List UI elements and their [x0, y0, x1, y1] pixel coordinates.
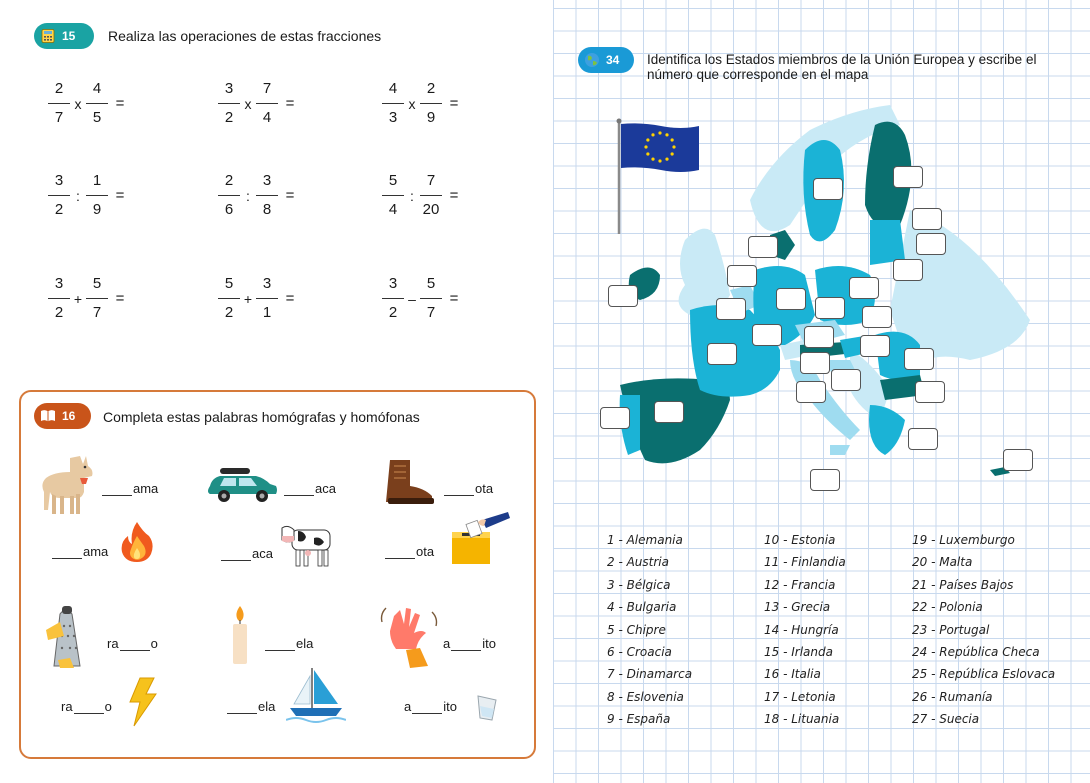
denominator: 4 [388, 201, 398, 218]
denominator: 2 [54, 304, 64, 321]
blank[interactable] [284, 484, 314, 496]
blank[interactable] [444, 484, 474, 496]
fraction-bar [256, 195, 278, 196]
fraction [382, 172, 404, 219]
operator: + [243, 290, 253, 307]
fraction-operation [382, 80, 466, 127]
numerator: 3 [54, 275, 64, 292]
exercise-15-number: 15 [62, 29, 76, 43]
map-answer-box[interactable] [916, 233, 946, 255]
fraction-bar [218, 298, 240, 299]
map-answer-box[interactable] [860, 335, 890, 357]
map-answer-box[interactable] [600, 407, 630, 429]
legend-item: 10 - Estonia [764, 533, 836, 547]
numerator: 4 [92, 80, 102, 97]
blank[interactable] [385, 547, 415, 559]
numerator: 2 [426, 80, 436, 97]
fraction [218, 275, 240, 322]
denominator: 2 [54, 201, 64, 218]
ballot-box [448, 512, 512, 566]
denominator: 2 [388, 304, 398, 321]
map-answer-box[interactable] [707, 343, 737, 365]
legend-item: 11 - Finlandia [764, 555, 846, 570]
fraction-operation [382, 275, 466, 322]
legend-item: 23 - Portugal [912, 622, 990, 637]
numerator: 2 [54, 80, 64, 97]
fraction [48, 172, 70, 219]
denominator: 8 [262, 201, 272, 218]
denominator: 3 [388, 109, 398, 126]
denominator: 6 [224, 201, 234, 218]
denominator: 9 [92, 201, 102, 218]
operator: – [408, 290, 416, 307]
llama [40, 452, 100, 516]
fraction-bar [48, 195, 70, 196]
map-answer-box[interactable] [813, 178, 843, 200]
operator: + [73, 290, 83, 307]
legend-item: 22 - Polonia [912, 600, 983, 615]
sailboat [286, 664, 346, 724]
operator: : [246, 187, 250, 204]
numerator: 3 [388, 275, 398, 292]
fraction-bar [420, 103, 442, 104]
blank[interactable] [265, 639, 295, 651]
equals-sign: = [115, 187, 125, 204]
fraction-bar [218, 195, 240, 196]
fraction [382, 80, 404, 127]
word-ahito: a ito [404, 699, 457, 714]
grater [44, 604, 100, 670]
fraction-bar [256, 298, 278, 299]
fraction [48, 275, 70, 322]
legend-item: 26 - Rumanía [912, 689, 993, 704]
blank[interactable] [120, 639, 150, 651]
map-answer-box[interactable] [904, 348, 934, 370]
blank[interactable] [451, 639, 481, 651]
fraction-bar [256, 103, 278, 104]
legend-item: 5 - Chipre [607, 622, 666, 637]
numerator: 5 [388, 172, 398, 189]
operator: x [408, 95, 416, 112]
legend-item: 12 - Francia [764, 577, 836, 592]
fraction-bar [382, 195, 404, 196]
map-answer-box[interactable] [796, 381, 826, 403]
fraction [48, 80, 70, 127]
fraction-operation [48, 275, 132, 322]
fraction-operation [218, 172, 302, 219]
legend-item: 15 - Irlanda [764, 644, 833, 659]
denominator: 7 [54, 109, 64, 126]
equals-sign: = [285, 187, 295, 204]
globe-icon [584, 52, 600, 68]
flame [118, 520, 156, 564]
map-answer-box[interactable] [831, 369, 861, 391]
numerator: 7 [426, 172, 436, 189]
map-answer-box[interactable] [810, 469, 840, 491]
map-answer-box[interactable] [1003, 449, 1033, 471]
operator: x [74, 95, 82, 112]
fraction-bar [86, 103, 108, 104]
fraction-operation [218, 80, 302, 127]
numerator: 3 [262, 172, 272, 189]
legend-col-1 [607, 529, 693, 727]
instruction-line-2: número que corresponde en el mapa [647, 67, 869, 82]
word-ama-2: ama [51, 544, 108, 559]
legend-item: 13 - Grecia [764, 600, 831, 615]
fraction-bar [48, 103, 70, 104]
fraction [86, 172, 108, 219]
map-answer-box[interactable] [849, 277, 879, 299]
legend-item: 17 - Letonia [764, 689, 836, 704]
map-answer-box[interactable] [727, 265, 757, 287]
map-answer-box[interactable] [862, 306, 892, 328]
denominator: 2 [224, 109, 234, 126]
region-sicily [830, 445, 850, 455]
numerator: 4 [388, 80, 398, 97]
exercise-34-badge [578, 47, 634, 73]
legend-col-3 [912, 529, 1056, 727]
exercise-15-instruction: Realiza las operaciones de estas fracciones [108, 28, 382, 44]
legend-item: 24 - República Checa [912, 644, 1040, 659]
waving-hand [378, 604, 440, 668]
denominator: 7 [426, 304, 436, 321]
fraction-bar [420, 195, 442, 196]
map-answer-box[interactable] [752, 324, 782, 346]
operator: : [410, 187, 414, 204]
fraction-operation [218, 275, 302, 322]
map-answer-box[interactable] [800, 352, 830, 374]
denominator: 2 [224, 304, 234, 321]
map-answer-box[interactable] [915, 381, 945, 403]
lightning [126, 676, 158, 728]
legend-item: 18 - Lituania [764, 712, 840, 727]
numerator: 7 [262, 80, 272, 97]
legend-item: 9 - España [607, 712, 671, 727]
map-answer-box[interactable] [748, 236, 778, 258]
fraction [86, 275, 108, 322]
fraction-bar [48, 298, 70, 299]
map-answer-box[interactable] [716, 298, 746, 320]
fraction [256, 80, 278, 127]
candle [228, 604, 252, 666]
fraction [420, 275, 442, 322]
legend-item: 6 - Croacia [607, 644, 672, 659]
fraction [218, 80, 240, 127]
cow [278, 520, 340, 568]
equals-sign: = [449, 290, 459, 307]
fraction [218, 172, 240, 219]
map-answer-box[interactable] [908, 428, 938, 450]
calculator-icon [40, 28, 56, 44]
numerator: 1 [92, 172, 102, 189]
legend-item: 16 - Italia [764, 667, 821, 682]
denominator: 4 [262, 109, 272, 126]
fraction [382, 275, 404, 322]
car [206, 466, 280, 504]
equals-sign: = [285, 95, 295, 112]
legend-item: 21 - Países Bajos [912, 577, 1014, 592]
legend-item: 3 - Bélgica [607, 577, 671, 592]
exercise-15-badge [34, 23, 94, 49]
fraction [86, 80, 108, 127]
blank[interactable] [221, 549, 251, 561]
blank[interactable] [102, 484, 132, 496]
word-vela-1: ela [264, 636, 313, 651]
map-answer-box[interactable] [893, 166, 923, 188]
legend-item: 8 - Eslovenia [607, 689, 684, 704]
fraction-bar [218, 103, 240, 104]
legend-item: 14 - Hungría [764, 622, 839, 637]
blank[interactable] [227, 702, 257, 714]
legend-item: 4 - Bulgaria [607, 600, 677, 615]
operator: : [76, 187, 80, 204]
map-answer-box[interactable] [893, 259, 923, 281]
fraction [420, 80, 442, 127]
legend-item: 7 - Dinamarca [607, 667, 693, 682]
word-rayo: ra o [61, 699, 112, 714]
glass [472, 694, 502, 722]
equals-sign: = [449, 187, 459, 204]
equals-sign: = [285, 290, 295, 307]
numerator: 5 [92, 275, 102, 292]
map-answer-box[interactable] [912, 208, 942, 230]
word-ama-1: ama [101, 481, 158, 496]
fraction-operation [48, 172, 132, 219]
instruction-line-1: Identifica los Estados miembros de la Unión Europea y escribe el [647, 52, 1037, 67]
fraction-bar [420, 298, 442, 299]
word-aca-2: aca [220, 546, 273, 561]
word-agito: a ito [443, 636, 496, 651]
blank[interactable] [74, 702, 104, 714]
boot [384, 458, 436, 506]
exercise-16-badge [34, 403, 91, 429]
word-rallo: ra o [107, 636, 158, 651]
denominator: 5 [92, 109, 102, 126]
legend-item: 1 - Alemania [607, 533, 683, 547]
word-aca-1: aca [283, 481, 336, 496]
exercise-34-instruction [647, 52, 1036, 82]
exercise-34-number: 34 [606, 53, 620, 67]
map-answer-box[interactable] [804, 326, 834, 348]
fraction [420, 172, 442, 219]
legend-item: 19 - Luxemburgo [912, 533, 1015, 547]
legend-item: 27 - Suecia [912, 712, 980, 727]
legend-item: 20 - Malta [912, 555, 973, 570]
numerator: 2 [224, 172, 234, 189]
fraction [256, 275, 278, 322]
exercise-16-instruction: Completa estas palabras homógrafas y homófonas [103, 409, 420, 425]
legend-item: 2 - Austria [607, 555, 669, 570]
fraction-bar [382, 298, 404, 299]
fraction-operation [48, 80, 132, 127]
numerator: 3 [224, 80, 234, 97]
numerator: 5 [224, 275, 234, 292]
denominator: 20 [422, 201, 440, 218]
numerator: 3 [54, 172, 64, 189]
fraction-bar [382, 103, 404, 104]
map-answer-box[interactable] [608, 285, 638, 307]
word-ota-1: ota [443, 481, 493, 496]
equals-sign: = [449, 95, 459, 112]
numerator: 3 [262, 275, 272, 292]
operator: x [244, 95, 252, 112]
book-icon [40, 408, 56, 424]
legend-item: 25 - República Eslovaca [912, 667, 1056, 682]
blank[interactable] [412, 702, 442, 714]
region-greece [869, 405, 905, 455]
equals-sign: = [115, 290, 125, 307]
word-ota-2: ota [384, 544, 434, 559]
denominator: 1 [262, 304, 272, 321]
denominator: 7 [92, 304, 102, 321]
denominator: 9 [426, 109, 436, 126]
map-answer-box[interactable] [654, 401, 684, 423]
fraction [256, 172, 278, 219]
blank[interactable] [52, 547, 82, 559]
equals-sign: = [115, 95, 125, 112]
map-answer-box[interactable] [815, 297, 845, 319]
map-answer-box[interactable] [776, 288, 806, 310]
fraction-operation [382, 172, 466, 219]
legend-col-2 [764, 529, 846, 727]
word-vela-2: ela [226, 699, 275, 714]
exercise-16-number: 16 [62, 409, 76, 423]
fraction-bar [86, 195, 108, 196]
numerator: 5 [426, 275, 436, 292]
fraction-bar [86, 298, 108, 299]
